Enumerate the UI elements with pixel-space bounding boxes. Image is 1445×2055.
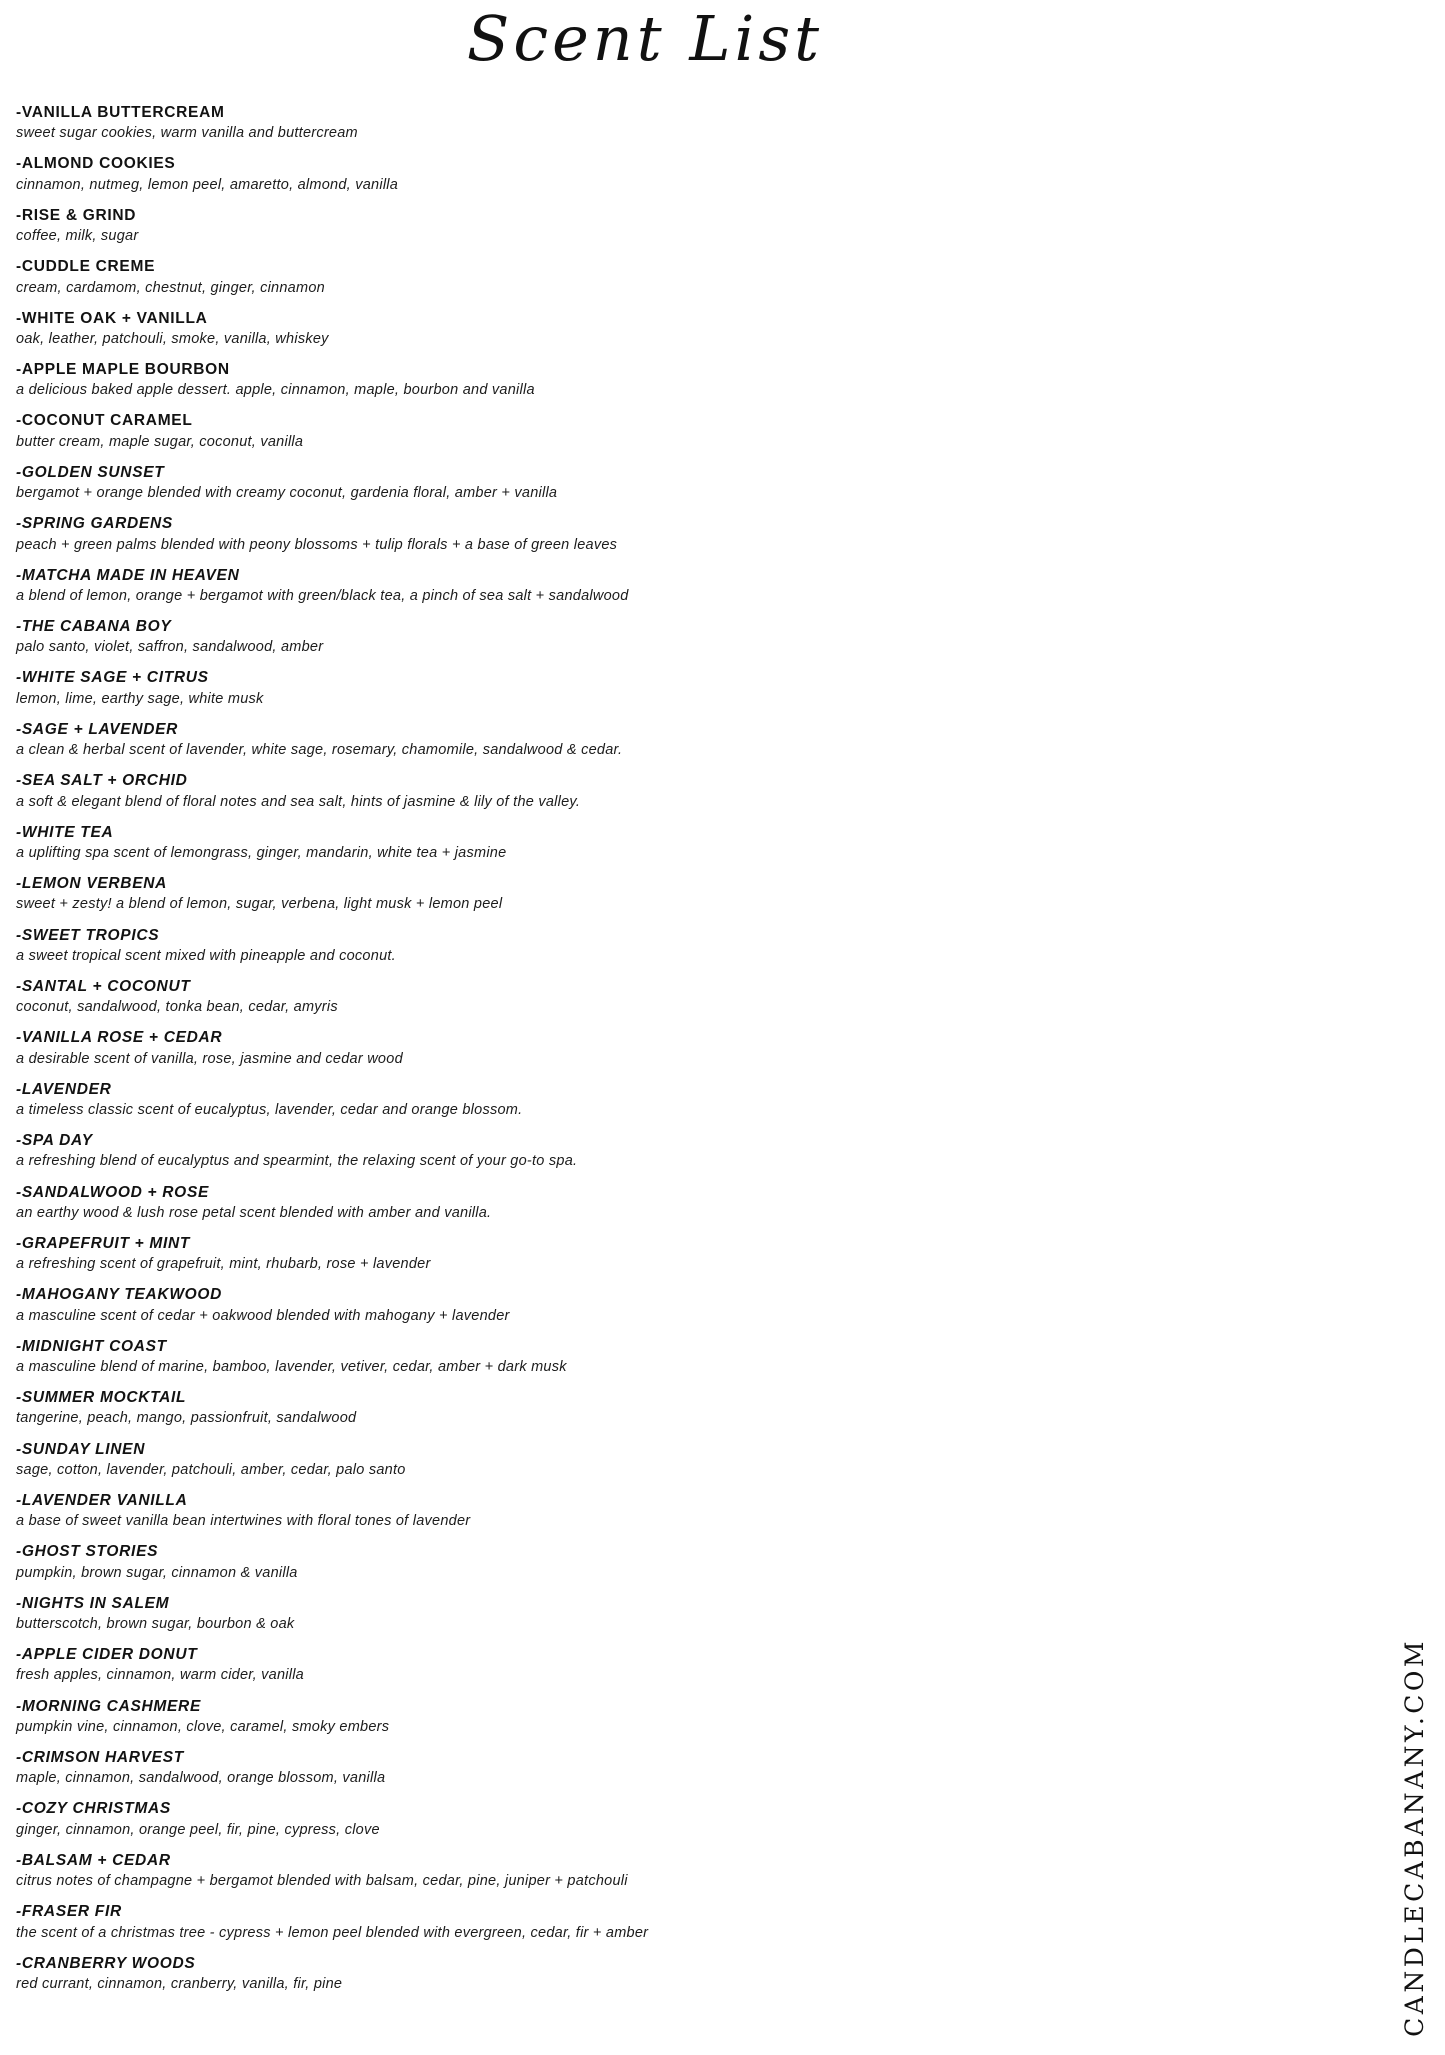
- scent-name: -NIGHTS IN SALEM: [16, 1594, 170, 1612]
- scent-entry: [16, 1955, 1196, 1993]
- scent-name: -SUMMER MOCKTAIL: [16, 1389, 187, 1407]
- scent-notes: a clean & herbal scent of lavender, white sage, rosemary, chamomile, sandalwood & cedar.: [16, 742, 623, 759]
- scent-entry: [16, 1029, 1196, 1067]
- scent-entry: [16, 927, 1196, 965]
- scent-name: -RISE & GRIND: [16, 206, 137, 224]
- scent-notes: a soft & elegant blend of floral notes and sea salt, hints of jasmine & lily of the valley.: [16, 793, 581, 810]
- scent-notes: a masculine blend of marine, bamboo, lavender, vetiver, cedar, amber + dark musk: [16, 1359, 567, 1376]
- scent-entry: [16, 1441, 1196, 1479]
- scent-name: -WHITE SAGE + CITRUS: [16, 669, 209, 687]
- scent-name: -ALMOND COOKIES: [16, 155, 176, 173]
- scent-entry: [16, 1646, 1196, 1684]
- scent-notes: a refreshing scent of grapefruit, mint, rhubarb, rose + lavender: [16, 1256, 431, 1273]
- scent-notes: a refreshing blend of eucalyptus and spearmint, the relaxing scent of your go-to spa.: [16, 1153, 578, 1170]
- scent-name: -VANILLA ROSE + CEDAR: [16, 1029, 223, 1047]
- scent-name: -MATCHA MADE IN HEAVEN: [16, 566, 240, 584]
- scent-notes: a desirable scent of vanilla, rose, jasmine and cedar wood: [16, 1050, 403, 1067]
- scent-name: -GRAPEFRUIT + MINT: [16, 1234, 191, 1252]
- scent-name: -GOLDEN SUNSET: [16, 463, 165, 481]
- scent-entry: [16, 1595, 1196, 1633]
- scent-name: -FRASER FIR: [16, 1903, 122, 1921]
- scent-name: -SANDALWOOD + ROSE: [16, 1183, 210, 1201]
- scent-notes: coconut, sandalwood, tonka bean, cedar, amyris: [16, 999, 338, 1016]
- scent-entry: [16, 155, 1196, 193]
- scent-name: -SANTAL + COCONUT: [16, 977, 191, 995]
- scent-entry: [16, 1081, 1196, 1119]
- scent-entry: [16, 1800, 1196, 1838]
- scent-name: -LAVENDER: [16, 1080, 112, 1098]
- scent-notes: a delicious baked apple dessert. apple, cinnamon, maple, bourbon and vanilla: [16, 382, 535, 399]
- scent-notes: fresh apples, cinnamon, warm cider, vanilla: [16, 1667, 304, 1684]
- scent-notes: ginger, cinnamon, orange peel, fir, pine, cypress, clove: [16, 1821, 380, 1838]
- scent-notes: a uplifting spa scent of lemongrass, ginger, mandarin, white tea + jasmine: [16, 844, 507, 861]
- scent-entry: [16, 258, 1196, 296]
- scent-notes: peach + green palms blended with peony blossoms + tulip florals + a base of green leaves: [16, 536, 618, 553]
- scent-notes: cream, cardamom, chestnut, ginger, cinnamon: [16, 279, 325, 296]
- scent-entry: [16, 567, 1196, 605]
- scent-entry: [16, 1235, 1196, 1273]
- scent-entry: [16, 310, 1196, 348]
- scent-name: -LEMON VERBENA: [16, 875, 168, 893]
- scent-notes: palo santo, violet, saffron, sandalwood, amber: [16, 639, 324, 656]
- scent-entry: [16, 978, 1196, 1016]
- scent-name: -CUDDLE CREME: [16, 258, 156, 276]
- scent-name: -MIDNIGHT COAST: [16, 1337, 167, 1355]
- scent-entry: [16, 412, 1196, 450]
- scent-notes: maple, cinnamon, sandalwood, orange blossom, vanilla: [16, 1770, 386, 1787]
- scent-notes: pumpkin, brown sugar, cinnamon & vanilla: [16, 1564, 298, 1581]
- scent-entry: [16, 1852, 1196, 1890]
- scent-notes: sage, cotton, lavender, patchouli, amber, cedar, palo santo: [16, 1461, 406, 1478]
- scent-entry: [16, 1389, 1196, 1427]
- scent-list: [16, 104, 1196, 1993]
- scent-name: -CRANBERRY WOODS: [16, 1954, 196, 1972]
- website-watermark: CANDLECABANANY.COM: [1400, 1638, 1429, 2037]
- scent-notes: coffee, milk, sugar: [16, 228, 139, 245]
- scent-notes: bergamot + orange blended with creamy coconut, gardenia floral, amber + vanilla: [16, 485, 558, 502]
- scent-notes: butter cream, maple sugar, coconut, vanilla: [16, 433, 304, 450]
- scent-entry: [16, 464, 1196, 502]
- scent-notes: a timeless classic scent of eucalyptus, lavender, cedar and orange blossom.: [16, 1102, 523, 1118]
- scent-entry: [16, 1749, 1196, 1787]
- scent-notes: the scent of a christmas tree - cypress + lemon peel blended with evergreen, cedar, fir + amber: [16, 1924, 649, 1941]
- scent-notes: pumpkin vine, cinnamon, clove, caramel, smoky embers: [16, 1718, 390, 1735]
- scent-notes: lemon, lime, earthy sage, white musk: [16, 690, 264, 707]
- scent-notes: sweet sugar cookies, warm vanilla and buttercream: [16, 125, 358, 142]
- scent-entry: [16, 875, 1196, 913]
- scent-name: -APPLE CIDER DONUT: [16, 1646, 198, 1664]
- scent-notes: tangerine, peach, mango, passionfruit, sandalwood: [16, 1410, 357, 1427]
- scent-entry: [16, 824, 1196, 862]
- scent-notes: cinnamon, nutmeg, lemon peel, amaretto, almond, vanilla: [16, 176, 399, 193]
- scent-entry: [16, 1338, 1196, 1376]
- scent-name: -SPA DAY: [16, 1132, 93, 1150]
- scent-entry: [16, 207, 1196, 245]
- scent-entry: [16, 104, 1196, 142]
- scent-notes: citrus notes of champagne + bergamot blended with balsam, cedar, pine, juniper + patchouli: [16, 1873, 628, 1890]
- scent-name: -MAHOGANY TEAKWOOD: [16, 1286, 223, 1304]
- scent-name: -BALSAM + CEDAR: [16, 1851, 171, 1869]
- scent-entry: [16, 361, 1196, 399]
- scent-name: -WHITE TEA: [16, 823, 114, 841]
- scent-notes: a sweet tropical scent mixed with pineapple and coconut.: [16, 947, 396, 964]
- scent-notes: sweet + zesty! a blend of lemon, sugar, verbena, light musk + lemon peel: [16, 896, 503, 913]
- scent-name: -SEA SALT + ORCHID: [16, 772, 188, 790]
- scent-notes: a masculine scent of cedar + oakwood blended with mahogany + lavender: [16, 1307, 510, 1324]
- scent-entry: [16, 1492, 1196, 1530]
- scent-name: -SPRING GARDENS: [16, 515, 173, 533]
- scent-notes: butterscotch, brown sugar, bourbon & oak: [16, 1616, 295, 1633]
- scent-name: -COZY CHRISTMAS: [16, 1800, 171, 1818]
- scent-entry: [16, 1698, 1196, 1736]
- scent-name: -COCONUT CARAMEL: [16, 412, 193, 430]
- scent-name: -CRIMSON HARVEST: [16, 1749, 184, 1766]
- scent-name: -WHITE OAK + VANILLA: [16, 309, 208, 327]
- scent-entry: [16, 618, 1196, 656]
- scent-name: -APPLE MAPLE BOURBON: [16, 361, 230, 379]
- scent-name: -SAGE + LAVENDER: [16, 720, 179, 738]
- scent-entry: [16, 1903, 1196, 1941]
- scent-entry: [16, 772, 1196, 810]
- page-title: Scent List: [466, 2, 824, 75]
- scent-entry: [16, 1543, 1196, 1581]
- scent-entry: [16, 1184, 1196, 1222]
- scent-entry: [16, 1132, 1196, 1170]
- scent-notes: a blend of lemon, orange + bergamot with green/black tea, a pinch of sea salt + sandalwood: [16, 587, 629, 604]
- scent-name: -SUNDAY LINEN: [16, 1440, 146, 1458]
- scent-entry: [16, 515, 1196, 553]
- scent-notes: a base of sweet vanilla bean intertwines with floral tones of lavender: [16, 1513, 471, 1530]
- scent-entry: [16, 1286, 1196, 1324]
- scent-name: -THE CABANA BOY: [16, 618, 172, 636]
- scent-entry: [16, 669, 1196, 707]
- scent-name: -LAVENDER VANILLA: [16, 1491, 188, 1509]
- scent-name: -VANILLA BUTTERCREAM: [16, 104, 225, 121]
- scent-notes: oak, leather, patchouli, smoke, vanilla, whiskey: [16, 330, 329, 347]
- scent-notes: red currant, cinnamon, cranberry, vanilla, fir, pine: [16, 1975, 343, 1992]
- scent-name: -MORNING CASHMERE: [16, 1697, 201, 1715]
- scent-entry: [16, 721, 1196, 759]
- scent-name: -SWEET TROPICS: [16, 926, 160, 944]
- scent-name: -GHOST STORIES: [16, 1543, 159, 1561]
- scent-notes: an earthy wood & lush rose petal scent blended with amber and vanilla.: [16, 1204, 492, 1221]
